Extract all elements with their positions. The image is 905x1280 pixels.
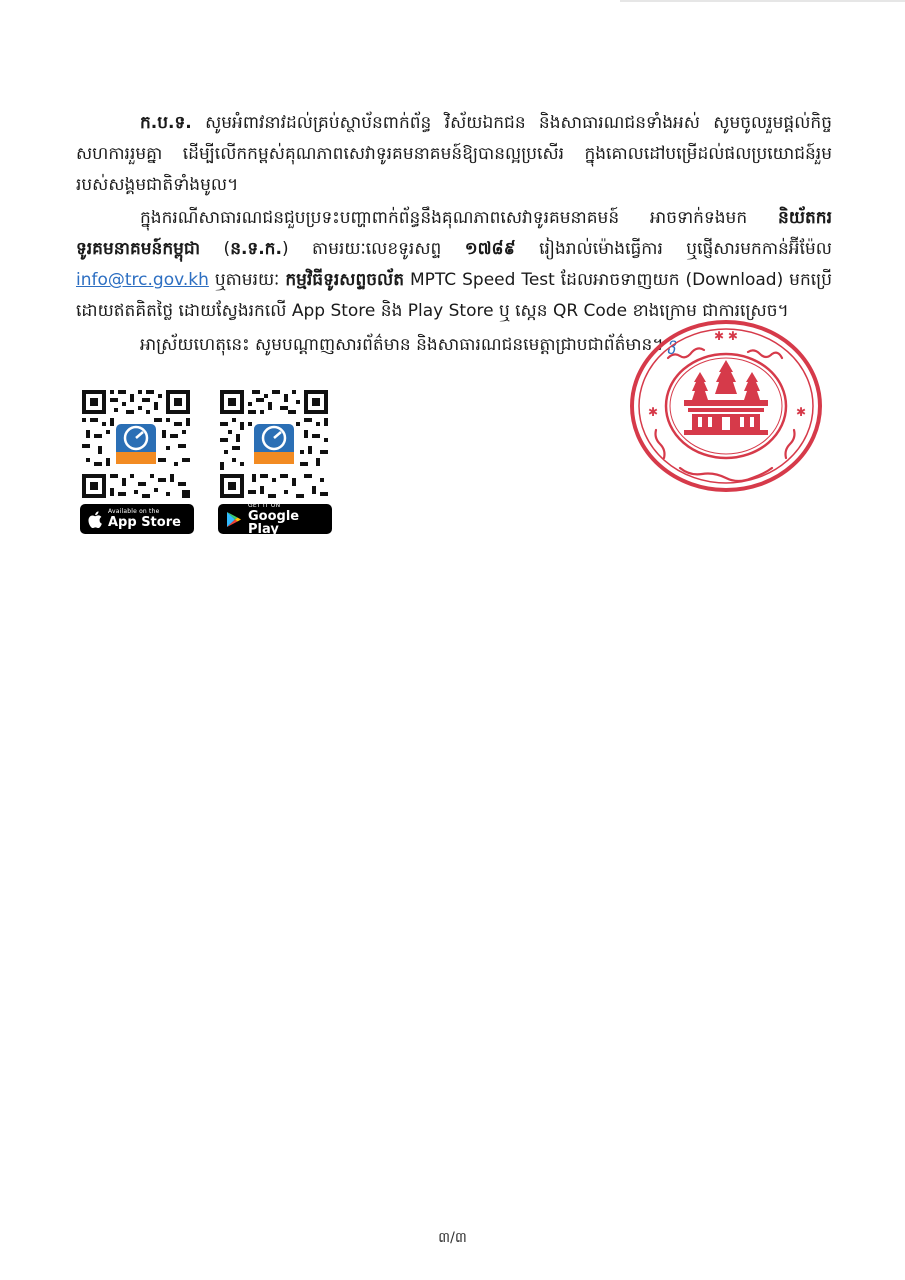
qr-block-google-play (218, 388, 336, 537)
contact-text-5: ឬតាមរយៈ (208, 270, 286, 290)
app-store-small-text: Available on the (108, 508, 160, 515)
qr-block-app-store (80, 388, 198, 534)
svg-text:✱: ✱ (796, 405, 807, 419)
app-store-big-text: App Store (108, 515, 181, 530)
contact-text-4: រៀងរាល់ម៉ោងធ្វើការ ឬផ្ញើសារមកកាន់អ៊ីម៉ែល (515, 239, 832, 259)
qr-code-google-play[interactable] (218, 388, 330, 500)
page-top-edge-line (620, 0, 905, 2)
mobile-app-label: កម្មវិធីទូរសព្ទចល័ត (285, 270, 405, 290)
svg-text:✱: ✱ (648, 405, 659, 419)
google-play-small-text: GET IT ON (248, 501, 281, 509)
paragraph-appeal-text: សូមអំពាវនាវដល់គ្រប់ស្ថាប័នពាក់ព័ន្ធ វិស័យឯកជន និងសាធារណជនទាំងអស់ សូមចូលរួមផ្តល់កិច្ចសហការរួមគ្នា ដើម្បីលើកកម្ពស់គុណភាពសេវាទូរគមនាគមន៍ឱ្យបានល្អប្រសើរ ក្នុងគោលដៅបម្រើដល់ផលប្រយោជន៍រួមរបស់សង្គមជាតិទាំងមូល។ (76, 113, 832, 195)
official-seal-angkor-icon (628, 318, 824, 494)
trc-abbr-text: ក.ប.ទ. (140, 113, 192, 133)
contact-text-2: ( (200, 239, 231, 259)
contact-text-6: MPTC Speed Test ដែលអាចទាញយក (Download) មកប្រើដោយឥតគិតថ្លៃ ដោយស្វែងរកលើ App Store និង Play Store ឬ ស្កេន QR Code ខាងក្រោម ជាការស្រេច។ (76, 270, 832, 321)
closing-text: អាស្រ័យហេតុនេះ សូមបណ្តាញសារព័ត៌មាន និងសាធារណជនមេត្តាជ្រាបជាព័ត៌មាន។ (140, 335, 664, 355)
google-play-big-text: Google Play (248, 508, 300, 537)
svg-text:✱ ✱: ✱ ✱ (714, 329, 738, 343)
paragraph-contact (76, 203, 832, 327)
contact-text-3: ) តាមរយៈលេខទូរសព្ទ (281, 239, 465, 259)
google-play-badge[interactable] (218, 501, 332, 537)
handwritten-initial: ვ (667, 335, 677, 355)
qr-code-app-store[interactable] (80, 388, 192, 500)
page-number: ៣/៣ (438, 1230, 467, 1246)
email-link[interactable]: info@trc.gov.kh (76, 270, 209, 290)
hotline-number: ១៧៨៩ (464, 239, 516, 259)
paragraph-appeal (76, 108, 832, 201)
google-play-icon (226, 511, 242, 528)
apple-icon (88, 511, 102, 528)
contact-text-1: ក្នុងករណីសាធារណជនជួបប្រទះបញ្ហាពាក់ព័ន្ធនឹងគុណភាពសេវាទូរគមនាគមន៍ អាចទាក់ទងមក (140, 208, 779, 228)
trc-org-name: និយ័តករទូរគមនាគមន៍កម្ពុជា (76, 208, 832, 259)
trc-org-abbr: ន.ទ.ក. (230, 239, 282, 259)
app-store-badge[interactable] (80, 504, 194, 534)
